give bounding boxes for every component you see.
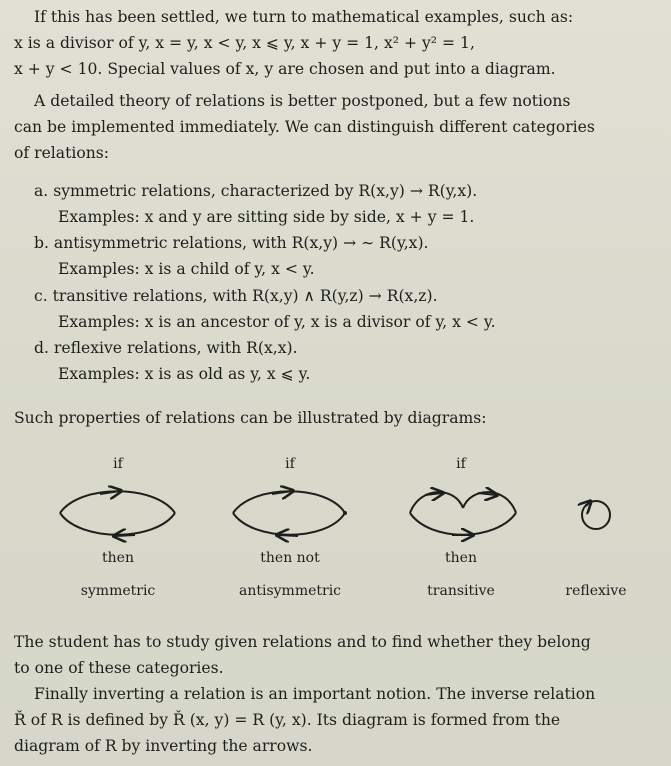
antisymmetric-diagram xyxy=(233,491,347,536)
caption-reflexive: reflexive xyxy=(565,583,627,599)
diagram-symmetric-then: then xyxy=(102,550,134,566)
antisymmetric-arc-bottom xyxy=(233,513,345,535)
category-d-example: Examples: x is as old as y, x ⩽ y. xyxy=(58,365,311,383)
category-b-label: b. antisymmetric relations, with R(x,y) → ∼ R(y,x). xyxy=(34,234,429,252)
illustrated-sentence: Such properties of relations can be illustrated by diagrams: xyxy=(14,409,487,427)
category-d-label: d. reflexive relations, with R(x,x). xyxy=(34,339,298,357)
transitive-arc-bottom xyxy=(410,513,516,535)
relation-diagrams xyxy=(0,478,671,548)
intro-paragraph xyxy=(14,4,660,82)
reflexive-arrow xyxy=(586,502,590,506)
intro-line-3: x + y < 10. Special values of x, y are chosen and put into a diagram. xyxy=(14,60,556,78)
category-c-label: c. transitive relations, with R(x,y) ∧ R(y,z) → R(x,z). xyxy=(34,287,438,305)
intro-line-2: x is a divisor of y, x = y, x < y, x ⩽ y, x + y = 1, x² + y² = 1, xyxy=(14,34,475,52)
symmetric-arrow-left xyxy=(115,535,135,536)
diagram-transitive-then: then xyxy=(445,550,477,566)
symmetric-arc-top xyxy=(60,491,175,513)
inverse-line-2: Ř of R is defined by Ř (x, y) = R (y, x). Its diagram is formed from the xyxy=(14,711,561,729)
theory-paragraph xyxy=(14,88,660,166)
diagram-transitive-if: if xyxy=(456,456,466,472)
reflexive-diagram xyxy=(582,501,610,529)
theory-line-2: can be implemented immediately. We can distinguish different categories xyxy=(14,118,595,136)
caption-symmetric: symmetric xyxy=(80,583,156,599)
category-a-example: Examples: x and y are sitting side by side, x + y = 1. xyxy=(58,208,475,226)
student-line-1: The student has to study given relations and to find whether they belong xyxy=(14,633,591,651)
caption-transitive: transitive xyxy=(427,583,495,599)
student-paragraph xyxy=(14,629,660,681)
category-a-label: a. symmetric relations, characterized by R(x,y) → R(y,x). xyxy=(34,182,478,200)
category-c-example: Examples: x is an ancestor of y, x is a divisor of y, x < y. xyxy=(58,313,496,331)
diagram-symmetric-if: if xyxy=(113,456,123,472)
theory-line-1: A detailed theory of relations is better postponed, but a few notions xyxy=(34,92,571,110)
student-line-2: to one of these categories. xyxy=(14,659,224,677)
category-b-example: Examples: x is a child of y, x < y. xyxy=(58,260,315,278)
inverse-line-1: Finally inverting a relation is an important notion. The inverse relation xyxy=(34,685,596,703)
antisymmetric-node xyxy=(343,511,347,515)
symmetric-diagram xyxy=(60,491,175,536)
inverse-line-3: diagram of R by inverting the arrows. xyxy=(14,737,313,755)
inverse-paragraph xyxy=(14,681,660,759)
transitive-diagram xyxy=(410,492,516,535)
symmetric-arc-bottom xyxy=(60,513,175,535)
antisymmetric-arrow-left xyxy=(278,535,298,536)
diagram-antisymmetric-then-not: then not xyxy=(260,550,320,566)
transitive-arc-left xyxy=(410,492,463,513)
antisymmetric-arc-top xyxy=(233,491,345,513)
theory-line-3: of relations: xyxy=(14,144,110,162)
diagram-antisymmetric-if: if xyxy=(285,456,295,472)
intro-line-1: If this has been settled, we turn to mathematical examples, such as: xyxy=(34,8,574,26)
caption-antisymmetric: antisymmetric xyxy=(238,583,342,599)
